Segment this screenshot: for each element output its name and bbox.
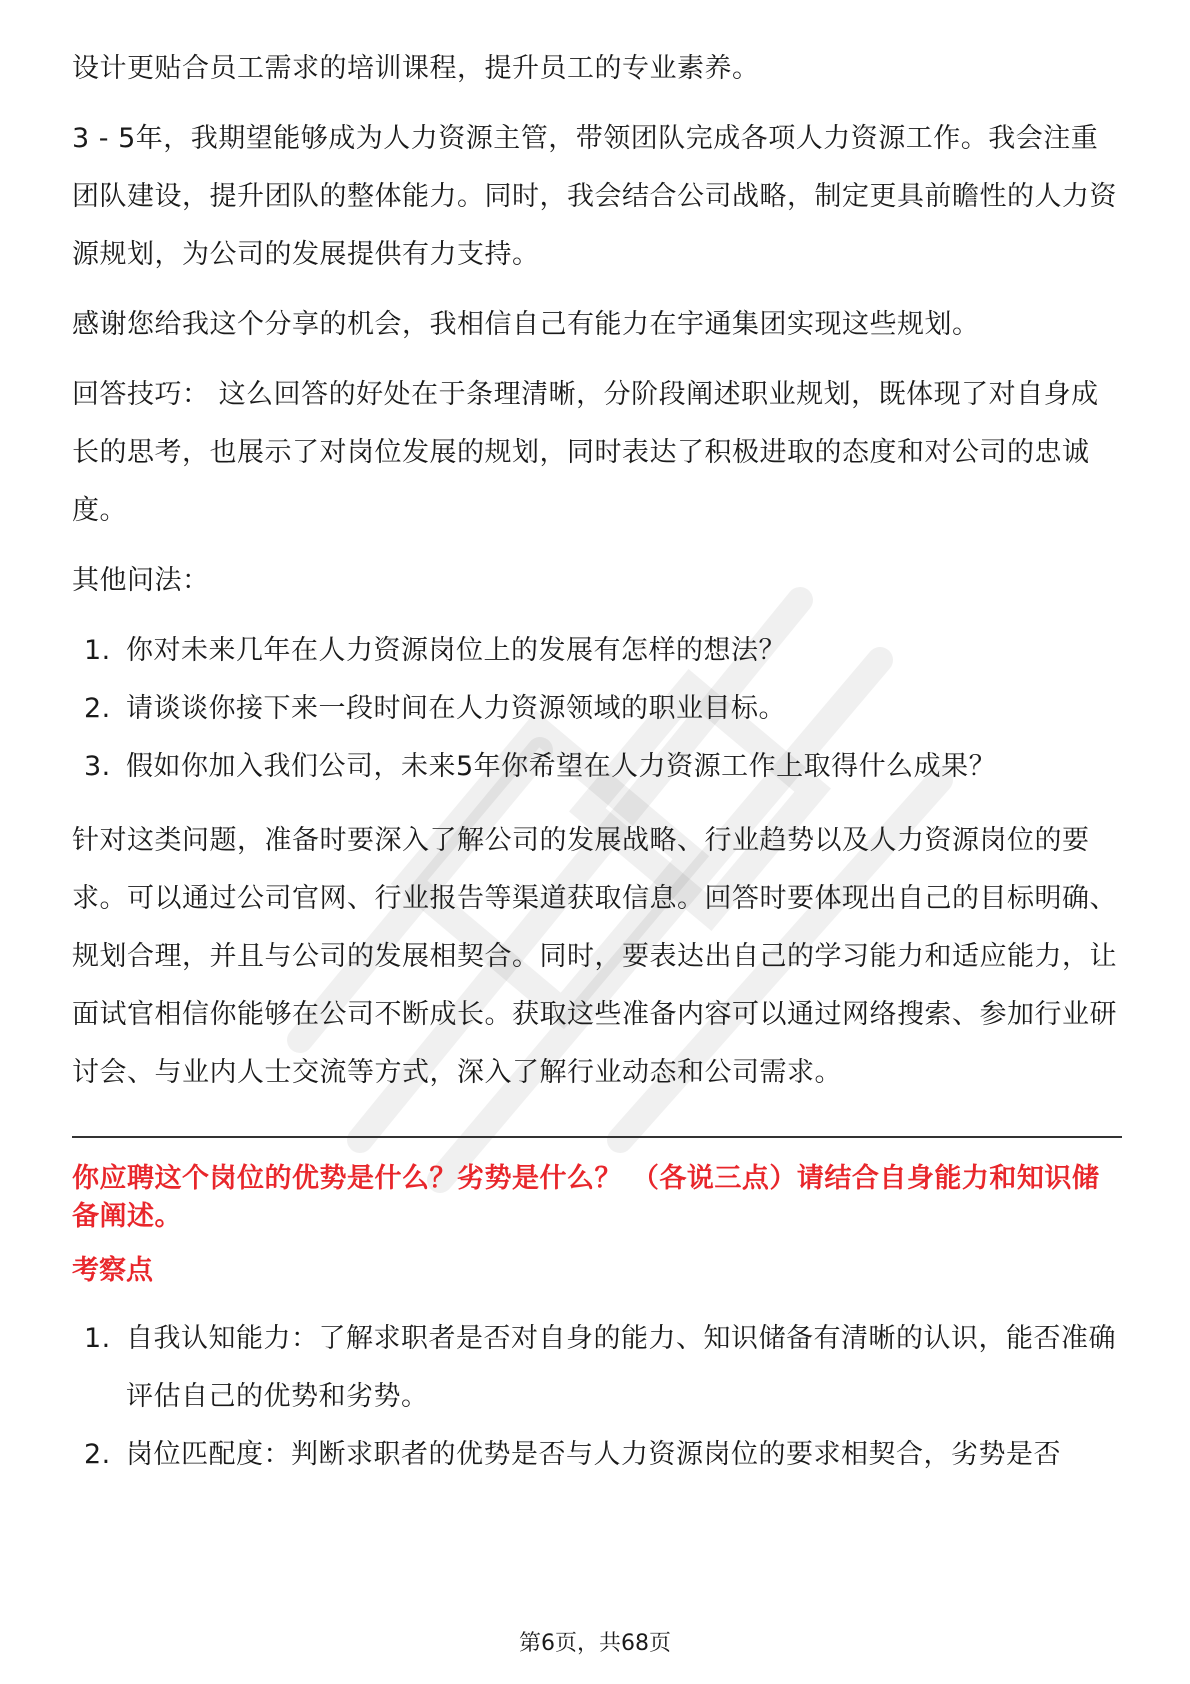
- assessment-points-list: [72, 1310, 1122, 1484]
- list-text: 你对未来几年在人力资源岗位上的发展有怎样的想法？: [126, 635, 786, 666]
- list-text: 自我认知能力：了解求职者是否对自身的能力、知识储备有清晰的认识，能否准确评估自己的优势和劣势。: [126, 1323, 1116, 1412]
- other-questions-list: [72, 622, 1122, 796]
- list-number: 1.: [84, 635, 111, 666]
- list-text: 假如你加入我们公司，未来5年你希望在人力资源工作上取得什么成果？: [126, 751, 997, 782]
- page-number-footer: 第6页，共68页: [519, 1631, 671, 1656]
- list-number: 3.: [84, 751, 111, 782]
- paragraph-answer-tips: 回答技巧： 这么回答的好处在于条理清晰，分阶段阐述职业规划，既体现了对自身成长的思考，也展示了对岗位发展的规划，同时表达了积极进取的态度和对公司的忠诚度。: [72, 379, 1099, 526]
- paragraph-other-questions-heading: 其他问法：: [72, 565, 210, 596]
- document-page: [72, 40, 1122, 1500]
- list-item: [72, 738, 1122, 796]
- list-text: 请谈谈你接下来一段时间在人力资源领域的职业目标。: [126, 693, 786, 724]
- paragraph-training: 设计更贴合员工需求的培训课程，提升员工的专业素养。: [72, 53, 760, 84]
- list-number: 2.: [84, 1439, 111, 1470]
- list-item: [72, 1310, 1122, 1426]
- interview-question-heading: 你应聘这个岗位的优势是什么？劣势是什么？ （各说三点）请结合自身能力和知识储备阐述。: [72, 1163, 1100, 1232]
- paragraph-three-five-years: 3 - 5年，我期望能够成为人力资源主管，带领团队完成各项人力资源工作。我会注重团队建设，提升团队的整体能力。同时，我会结合公司战略，制定更具前瞻性的人力资源规划，为公司的发展提供有力支持。: [72, 123, 1117, 270]
- assessment-points-label: 考察点: [72, 1255, 153, 1286]
- list-item: [72, 1426, 1122, 1484]
- section-divider: [72, 1136, 1122, 1138]
- list-item: [72, 622, 1122, 680]
- paragraph-preparation-advice: 针对这类问题，准备时要深入了解公司的发展战略、行业趋势以及人力资源岗位的要求。可以通过公司官网、行业报告等渠道获取信息。回答时要体现出自己的目标明确、规划合理，并且与公司的发展相契合。同时，要表达出自己的学习能力和适应能力，让面试官相信你能够在公司不断成长。获取这些准备内容可以通过网络搜索、参加行业研讨会、与业内人士交流等方式，深入了解行业动态和公司需求。: [72, 825, 1117, 1088]
- list-item: [72, 680, 1122, 738]
- list-number: 2.: [84, 693, 111, 724]
- paragraph-thanks: 感谢您给我这个分享的机会，我相信自己有能力在宇通集团实现这些规划。: [72, 309, 980, 340]
- list-text: 岗位匹配度：判断求职者的优势是否与人力资源岗位的要求相契合，劣势是否: [126, 1439, 1061, 1470]
- list-number: 1.: [84, 1323, 111, 1354]
